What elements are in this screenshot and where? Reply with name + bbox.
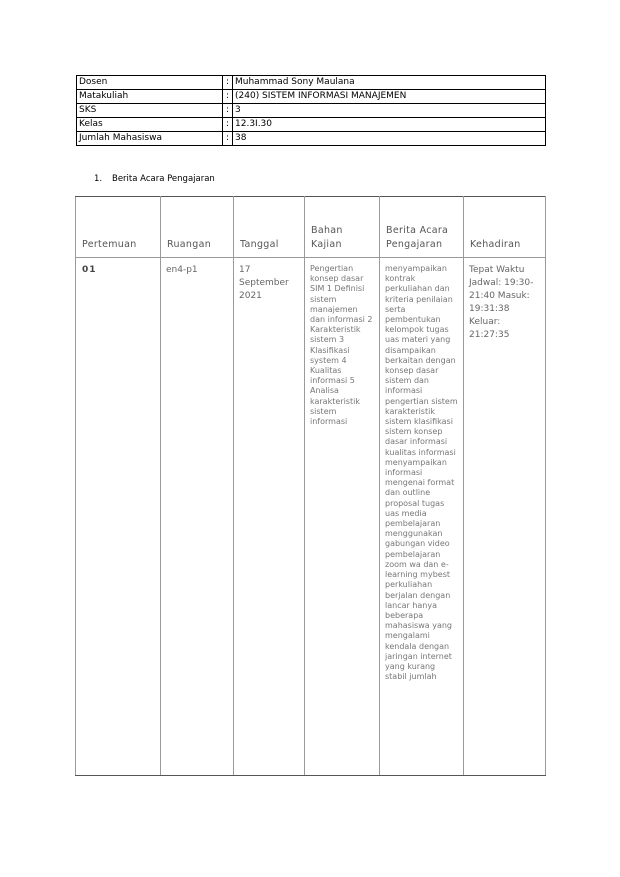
info-colon: : — [223, 76, 233, 90]
cell-tanggal: 17 September 2021 — [234, 258, 305, 776]
header-kehadiran: Kehadiran — [464, 197, 546, 258]
teaching-record-table — [75, 196, 546, 776]
info-label: Jumlah Mahasiswa — [77, 132, 223, 146]
header-pertemuan: Pertemuan — [76, 197, 161, 258]
table-row — [76, 258, 546, 776]
cell-pertemuan: 01 — [76, 258, 161, 776]
info-label: Kelas — [77, 118, 223, 132]
section-heading — [94, 174, 215, 184]
header-ruangan: Ruangan — [161, 197, 234, 258]
info-row-matakuliah — [77, 90, 546, 104]
info-value: Muhammad Sony Maulana — [233, 76, 546, 90]
info-colon: : — [223, 132, 233, 146]
info-colon: : — [223, 118, 233, 132]
cell-berita-acara: menyampaikan kontrak perkuliahan dan kriteria penilaian serta pembentukan kelompok tugas uas materi yang disampaikan berkaitan dengan konsep dasar sistem dan informasi pengertian sistem karakteristik sistem klasifikasi sistem konsep dasar informasi kualitas informasi menyampaikan informasi mengenai format dan outline proposal tugas uas media pembelajaran menggunakan gabungan video pembelajaran zoom wa dan e-learning mybest perkuliahan berjalan dengan lancar hanya beberapa mahasiswa yang mengalami kendala dengan jaringan internet yang kurang stabil jumlah — [380, 258, 464, 776]
info-row-sks — [77, 104, 546, 118]
info-label: SKS — [77, 104, 223, 118]
info-value: 12.3I.30 — [233, 118, 546, 132]
info-label: Matakuliah — [77, 90, 223, 104]
info-label: Dosen — [77, 76, 223, 90]
section-title: Berita Acara Pengajaran — [112, 174, 215, 184]
header-bahan-kajian: Bahan Kajian — [305, 197, 380, 258]
header-berita-acara: Berita Acara Pengajaran — [380, 197, 464, 258]
course-info-table — [76, 75, 546, 146]
cell-kehadiran: Tepat Waktu Jadwal: 19:30-21:40 Masuk: 19:31:38 Keluar: 21:27:35 — [464, 258, 546, 776]
header-tanggal: Tanggal — [234, 197, 305, 258]
info-row-kelas — [77, 118, 546, 132]
table-header-row — [76, 197, 546, 258]
info-value: 38 — [233, 132, 546, 146]
section-number: 1. — [94, 174, 103, 184]
info-value: (240) SISTEM INFORMASI MANAJEMEN — [233, 90, 546, 104]
info-colon: : — [223, 90, 233, 104]
cell-ruangan: en4-p1 — [161, 258, 234, 776]
info-row-jumlah-mahasiswa — [77, 132, 546, 146]
info-colon: : — [223, 104, 233, 118]
info-value: 3 — [233, 104, 546, 118]
cell-bahan-kajian: Pengertian konsep dasar SIM 1 Definisi sistem manajemen dan informasi 2 Karakteristik sistem 3 Klasifikasi system 4 Kualitas informasi 5 Analisa karakteristik sistem informasi — [305, 258, 380, 776]
info-row-dosen — [77, 76, 546, 90]
